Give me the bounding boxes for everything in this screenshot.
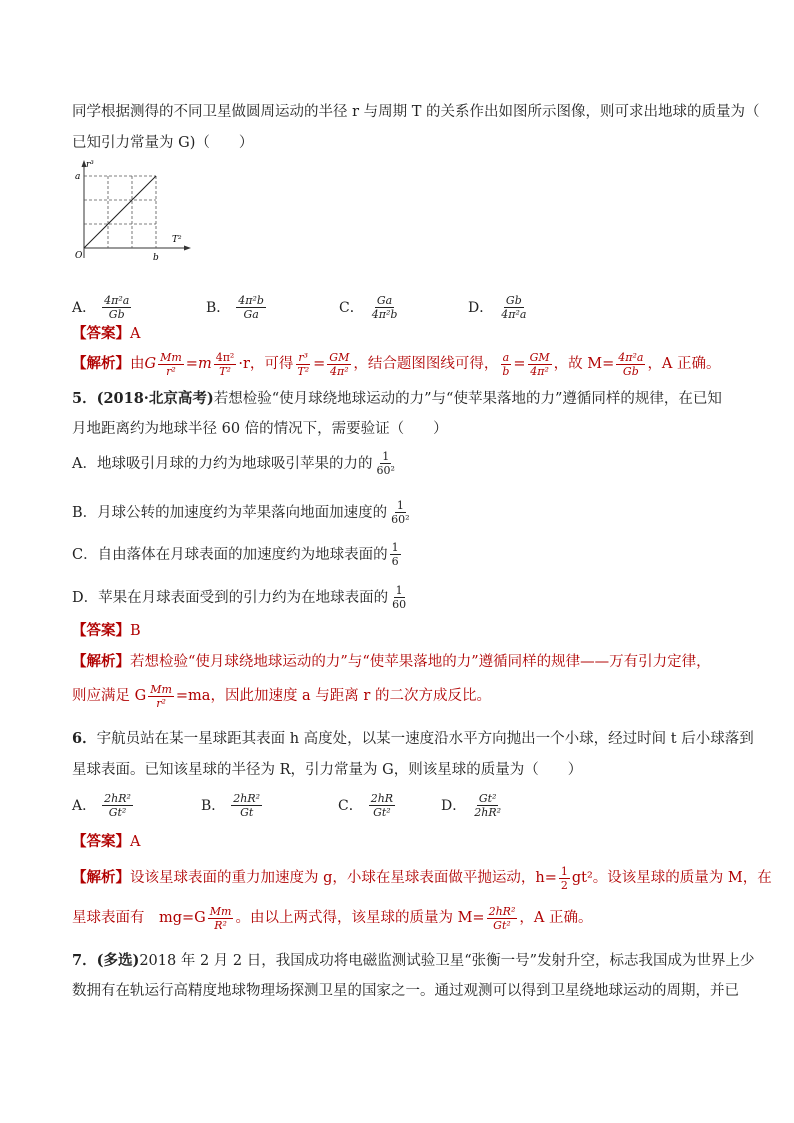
- q5-option-a: A．地球吸引月球的力约为地球吸引苹果的力的 $\frac{1}{\text{60²}}$: [72, 450, 395, 477]
- q5-option-b: B．月球公转的加速度约为苹果落向地面加速度的 $\frac{1}{\text{60²}}$: [72, 499, 410, 526]
- q4-stem-line2: 已知引力常量为 G)（ ）: [72, 135, 254, 151]
- q4-option-d: D． $\frac{Gb}{\text{4π²a}}$: [468, 294, 527, 321]
- q4-option-b: B． $\frac{\text{4π²b}}{Ga}$: [206, 294, 264, 321]
- q5-analysis-line2: 则应满足 G $\frac{Mm}{\text{r²}}$ =ma，因此加速度 a 与距离 r 的二次方成反比。: [72, 682, 491, 710]
- q6-analysis-line1: 【解析】 设该星球表面的重力加速度为 g，小球在星球表面做平抛运动，h= $\frac{1}{2}$ gt²。设该星球的质量为 M，在: [72, 864, 772, 892]
- q4-answer: 【答案】A: [72, 325, 141, 342]
- r3-t2-graph: [72, 158, 197, 268]
- q5-stem-line2: 月地距离约为地球半径 60 倍的情况下，需要验证（ ）: [72, 421, 448, 437]
- b-label: b: [153, 253, 159, 263]
- q7-stem-line1: 7．(多选)2018 年 2 月 2 日，我国成功将电磁监测试验卫星“张衡一号”发射升空，标志我国成为世界上少: [72, 952, 755, 969]
- q6-answer: 【答案】A: [72, 833, 141, 850]
- x-axis-arrow: [184, 246, 191, 251]
- q7-stem-line2: 数拥有在轨运行高精度地球物理场探测卫星的国家之一。通过观测可以得到卫星绕地球运动的周期，并已: [72, 983, 739, 999]
- q6-stem-line1: 6．宇航员站在某一星球距其表面 h 高度处，以某一速度沿水平方向抛出一个小球，经过时间 t 后小球落到: [72, 730, 754, 747]
- q6-option-b: B． $\frac{\text{2hR²}}{Gt}$: [201, 792, 261, 819]
- q6-analysis-line2: 星球表面有 mg=G $\frac{Mm}{\text{R²}}$ 。由以上两式得，该星球的质量为 M= $\frac{\text{2hR²}}{\text{Gt²}}$ ，A 正确。: [72, 904, 593, 932]
- q4-stem-line1: 同学根据测得的不同卫星做圆周运动的半径 r 与周期 T 的关系作出如图所示图像，则可求出地球的质量为（: [72, 104, 760, 120]
- data-line: [84, 176, 156, 248]
- y-axis-label: r³: [86, 160, 94, 170]
- q5-option-d: D．苹果在月球表面受到的引力约为在地球表面的 $\frac{1}{60}$: [72, 584, 407, 611]
- q6-option-a: A． $\frac{\text{2hR²}}{\text{Gt²}}$: [72, 792, 131, 819]
- q4-analysis: 【解析】 由 G $\frac{Mm}{\text{r²}}$ =m $\frac{\text{4π²}}{\text{T²}}$ ·r，可得 $\frac{\text{r³}}{\text{T²}}$ = $\frac{GM}{\text{4π²}}$ ，结合题图图线可得， $\frac{a}{b}$ = $\frac{GM}{\text{4π²}}$ ，故 M= $\frac{\text{4π²a}}{Gb}$ ，A 正确。: [72, 350, 721, 378]
- q6-stem-line2: 星球表面。已知该星球的半径为 R，引力常量为 G，则该星球的质量为（ ）: [72, 762, 583, 778]
- a-label: a: [75, 172, 81, 182]
- q5-stem-line1: 5．(2018·北京高考)若想检验“使月球绕地球运动的力”与“使苹果落地的力”遵循同样的规律，在已知: [72, 390, 722, 407]
- q6-option-d: D． $\frac{\text{Gt²}}{\text{2hR²}}$: [441, 792, 502, 819]
- q4-option-c: C． $\frac{Ga}{\text{4π²b}}$: [339, 294, 398, 321]
- q5-option-c: C．自由落体在月球表面的加速度约为地球表面的 $\frac{1}{6}$: [72, 541, 399, 568]
- q6-option-c: C． $\frac{2hR}{\text{Gt²}}$: [338, 792, 394, 819]
- x-axis-label: T²: [172, 235, 182, 245]
- q5-analysis-line1: 【解析】若想检验“使月球绕地球运动的力”与“使苹果落地的力”遵循同样的规律——万有引力定律，: [72, 653, 711, 670]
- q4-option-a: A． $\frac{\text{4π²a}}{Gb}$: [72, 294, 130, 321]
- origin-label: O: [75, 251, 83, 261]
- q5-answer: 【答案】B: [72, 622, 141, 639]
